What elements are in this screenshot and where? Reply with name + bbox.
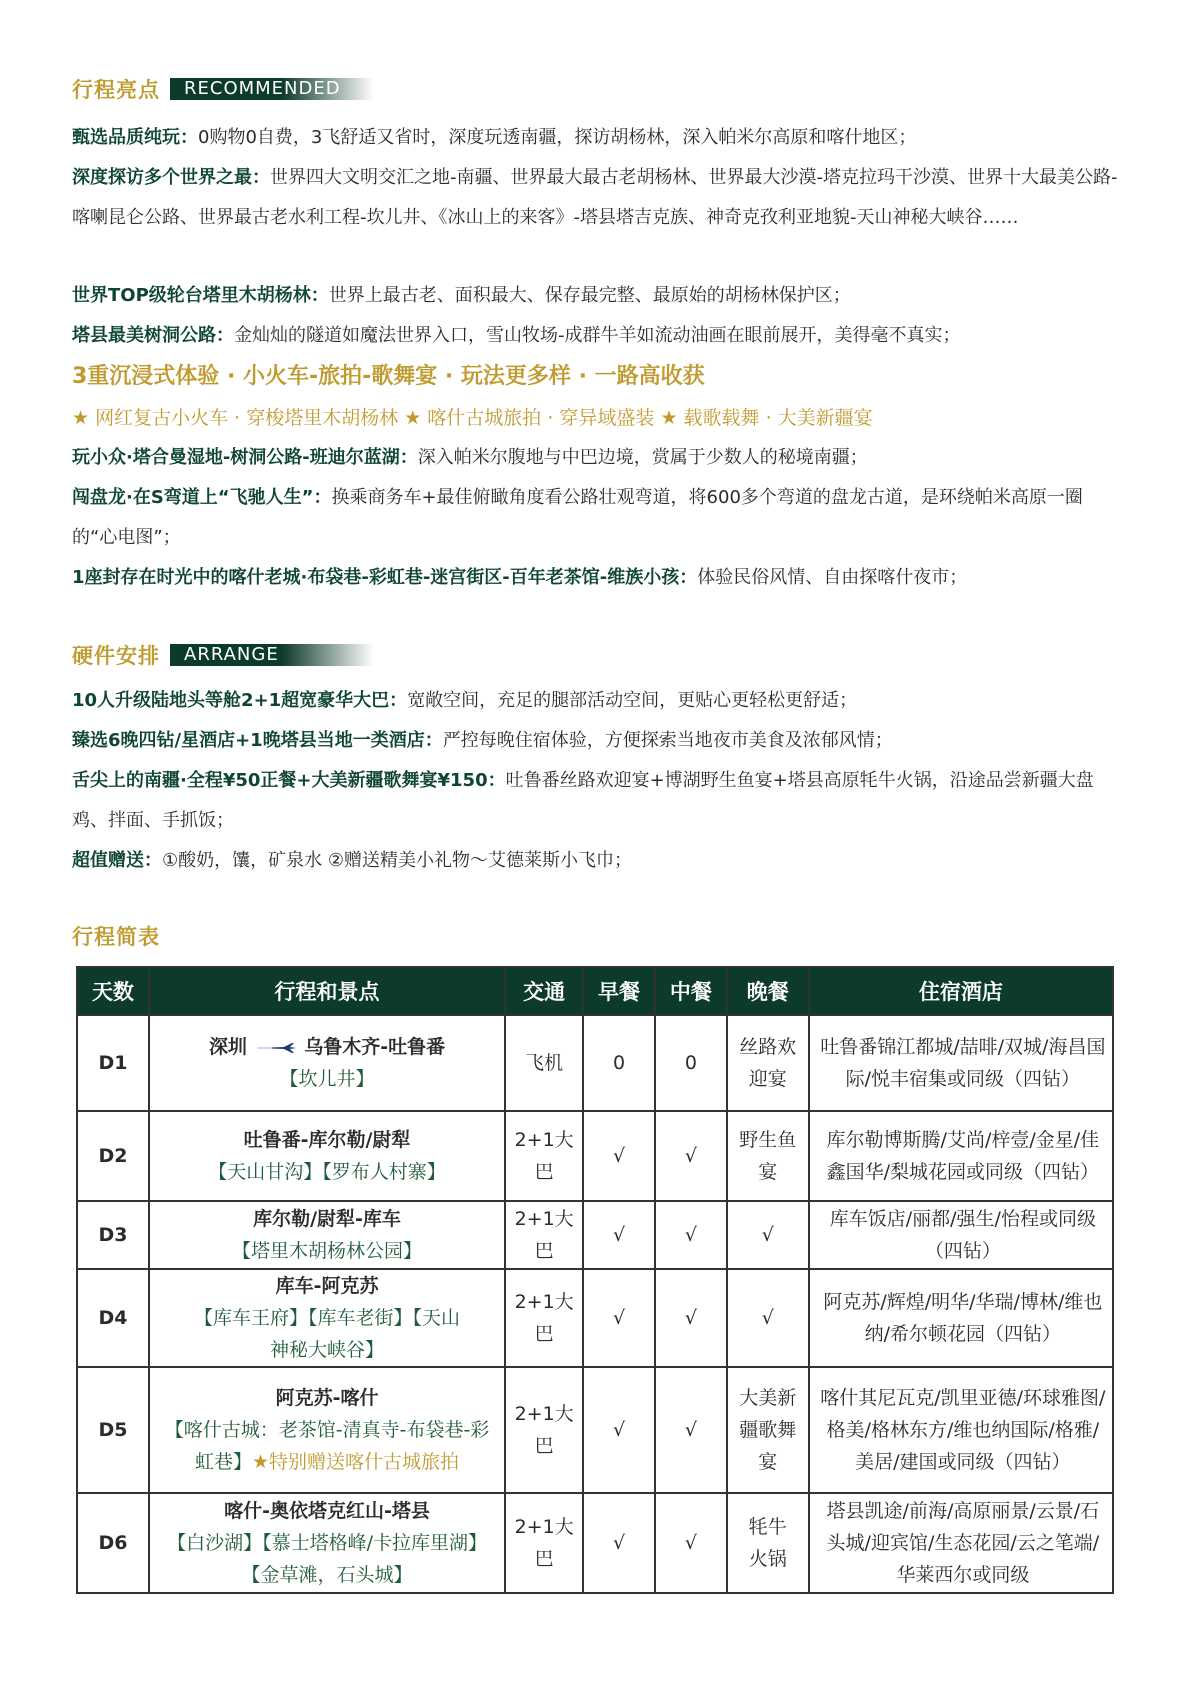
- hardware-title: 硬件安排: [72, 644, 160, 668]
- highlight-text: 深入帕米尔腹地与中巴边境，赏属于少数人的秘境南疆；: [417, 447, 868, 468]
- route-spots: 【天山甘沟】【罗布人村寨】: [208, 1161, 446, 1183]
- table-row: [77, 1201, 1113, 1269]
- highlight-text: 体验民俗风情、自由探喀什夜市；: [697, 567, 968, 588]
- dinner-cell: 牦牛火锅: [727, 1493, 809, 1593]
- route-title: 吐鲁番-库尔勒/尉犁: [243, 1129, 411, 1151]
- highlight-text: 换乘商务车+最佳俯瞰角度看公路壮观弯道，将600多个弯道的盘龙古道，是环绕帕米高原一圈的“心电图”；: [72, 487, 1083, 548]
- breakfast-cell: √: [583, 1269, 655, 1367]
- breakfast-cell: 0: [583, 1015, 655, 1111]
- route-cell: [149, 1269, 505, 1367]
- table-row: [77, 1015, 1113, 1111]
- route-title: 库尔勒/尉犁-库车: [253, 1208, 401, 1230]
- lunch-cell: √: [655, 1269, 727, 1367]
- day-cell: D1: [77, 1015, 149, 1111]
- highlight-item: [72, 158, 1122, 238]
- hardware-text: 宽敞空间，充足的腿部活动空间，更贴心更轻松更舒适；: [407, 690, 858, 711]
- hotel-cell: 库尔勒博斯腾/艾尚/梓壹/金星/佳鑫国华/梨城花园或同级（四钻）: [809, 1111, 1113, 1201]
- table-row: [77, 1493, 1113, 1593]
- route-spots: 【坎儿井】: [279, 1068, 375, 1090]
- experience-stars: ★ 网红复古小火车 · 穿梭塔里木胡杨林 ★ 喀什古城旅拍 · 穿异域盛装 ★ 载歌载舞 · 大美新疆宴: [72, 407, 873, 429]
- lunch-cell: √: [655, 1367, 727, 1493]
- highlight-item: [72, 276, 1122, 316]
- highlights-header: [72, 75, 374, 103]
- table-row: [77, 1269, 1113, 1367]
- highlight-text: 金灿灿的隧道如魔法世界入口，雪山牧场-成群牛羊如流动油画在眼前展开，美得毫不真实；: [234, 325, 961, 346]
- route-cell: [149, 1367, 505, 1493]
- dinner-cell: 野生鱼宴: [727, 1111, 809, 1201]
- route-spots-line: [156, 1414, 498, 1478]
- dinner-cell: √: [727, 1201, 809, 1269]
- breakfast-cell: √: [583, 1201, 655, 1269]
- col-header: 中餐: [655, 967, 727, 1015]
- lunch-cell: √: [655, 1111, 727, 1201]
- transport-cell: 2+1大巴: [505, 1201, 583, 1269]
- day-cell: D4: [77, 1269, 149, 1367]
- route-cell: [149, 1493, 505, 1593]
- gift-note: ★特别赠送喀什古城旅拍: [252, 1451, 460, 1473]
- route-spots: 【喀什古城：老茶馆-清真寺-布袋巷-彩虹巷】: [164, 1419, 490, 1473]
- highlight-key: 深度探访多个世界之最：: [72, 167, 270, 188]
- itinerary-table: [76, 966, 1114, 1594]
- transport-cell: 2+1大巴: [505, 1493, 583, 1593]
- day-cell: D3: [77, 1201, 149, 1269]
- day-cell: D2: [77, 1111, 149, 1201]
- hardware-item: [72, 721, 1122, 761]
- highlights-title: 行程亮点: [72, 78, 160, 102]
- hardware-header: [72, 641, 374, 669]
- route-title: 喀什-奥依塔克红山-塔县: [224, 1500, 430, 1522]
- route-cell: [149, 1111, 505, 1201]
- hotel-cell: 库车饭店/丽都/强生/怡程或同级（四钻）: [809, 1201, 1113, 1269]
- day-cell: D6: [77, 1493, 149, 1593]
- hotel-cell: 塔县凯途/前海/高原丽景/云景/石头城/迎宾馆/生态花园/云之笔端/华莱西尔或同级: [809, 1493, 1113, 1593]
- highlight-item: [72, 558, 1152, 598]
- hardware-key: 10人升级陆地头等舱2+1超宽豪华大巴：: [72, 690, 408, 711]
- table-header-row: [77, 967, 1113, 1015]
- schedule-header: [72, 922, 160, 950]
- route-title: 库车-阿克苏: [275, 1275, 379, 1297]
- day-cell: D5: [77, 1367, 149, 1493]
- hardware-key: 超值赠送：: [72, 850, 162, 871]
- lunch-cell: √: [655, 1201, 727, 1269]
- schedule-title: 行程简表: [72, 925, 160, 949]
- highlights-tag: RECOMMENDED: [170, 78, 374, 100]
- col-header: 早餐: [583, 967, 655, 1015]
- dinner-cell: 大美新疆歌舞宴: [727, 1367, 809, 1493]
- transport-cell: 飞机: [505, 1015, 583, 1111]
- hardware-text: 严控每晚住宿体验，方便探索当地夜市美食及浓郁风情；: [442, 730, 893, 751]
- col-header: 天数: [77, 967, 149, 1015]
- highlight-item: [72, 316, 1122, 356]
- hardware-item: [72, 841, 1122, 881]
- table-row: [77, 1367, 1113, 1493]
- highlight-key: 塔县最美树洞公路：: [72, 325, 234, 346]
- experience-headline: 3重沉浸式体验 · 小火车-旅拍-歌舞宴 · 玩法更多样 · 一路高收获: [72, 364, 705, 389]
- table-row: [77, 1111, 1113, 1201]
- hardware-item: [72, 761, 1122, 841]
- col-header: 晚餐: [727, 967, 809, 1015]
- highlight-key: 1座封存在时光中的喀什老城·布袋巷-彩虹巷-迷宫街区-百年老茶馆-维族小孩：: [72, 567, 698, 588]
- hotel-cell: 喀什其尼瓦克/凯里亚德/环球雅图/格美/格林东方/维也纳国际/格雅/美居/建国或同级（四钻）: [809, 1367, 1113, 1493]
- route-spots: 【库车王府】【库车老街】【天山神秘大峡谷】: [194, 1307, 461, 1361]
- route-spots: 【白沙湖】【慕士塔格峰/卡拉库里湖】【金草滩，石头城】: [167, 1532, 487, 1586]
- route-cell: [149, 1201, 505, 1269]
- hardware-tag: ARRANGE: [170, 644, 374, 666]
- breakfast-cell: √: [583, 1493, 655, 1593]
- route-title: [151, 1031, 503, 1063]
- transport-cell: 2+1大巴: [505, 1367, 583, 1493]
- airplane-icon: [254, 1041, 298, 1055]
- hardware-text: ①酸奶，馕，矿泉水 ②赠送精美小礼物～艾德莱斯小飞巾；: [162, 850, 632, 871]
- col-header: 行程和景点: [149, 967, 505, 1015]
- hardware-text: 吐鲁番丝路欢迎宴+博湖野生鱼宴+塔县高原牦牛火锅，沿途品尝新疆大盘鸡、拌面、手抓饭；: [72, 770, 1094, 831]
- highlight-text: 世界四大文明交汇之地-南疆、世界最大最古老胡杨林、世界最大沙漠-塔克拉玛干沙漠、世界十大最美公路-喀喇昆仑公路、世界最古老水利工程-坎儿井、《冰山上的来客》-塔县塔吉克族、神奇克孜利亚地貌-天山神秘大峡谷……: [72, 167, 1118, 228]
- hardware-key: 臻选6晚四钻/星酒店+1晚塔县当地一类酒店：: [72, 730, 443, 751]
- highlight-item: [72, 118, 1122, 158]
- lunch-cell: √: [655, 1493, 727, 1593]
- highlight-key: 世界TOP级轮台塔里木胡杨林：: [72, 285, 329, 306]
- route-cell: [149, 1015, 505, 1111]
- highlight-key: 玩小众·塔合曼湿地-树洞公路-班迪尔蓝湖：: [72, 447, 418, 468]
- highlight-item: [72, 478, 1122, 558]
- highlight-text: 世界上最古老、面积最大、保存最完整、最原始的胡杨林保护区；: [328, 285, 851, 306]
- transport-cell: 2+1大巴: [505, 1111, 583, 1201]
- col-header: 住宿酒店: [809, 967, 1113, 1015]
- breakfast-cell: √: [583, 1111, 655, 1201]
- highlight-key: 闯盘龙·在S弯道上“飞驰人生”：: [72, 487, 332, 508]
- col-header: 交通: [505, 967, 583, 1015]
- transport-cell: 2+1大巴: [505, 1269, 583, 1367]
- route-origin: 深圳: [208, 1036, 247, 1058]
- lunch-cell: 0: [655, 1015, 727, 1111]
- highlight-item: [72, 438, 1122, 478]
- highlight-text: 0购物0自费，3飞舒适又省时，深度玩透南疆，探访胡杨林，深入帕米尔高原和喀什地区；: [198, 127, 917, 148]
- hardware-key: 舌尖上的南疆·全程¥50正餐+大美新疆歌舞宴¥150：: [72, 770, 506, 791]
- highlight-key: 甄选品质纯玩：: [72, 127, 198, 148]
- dinner-cell: √: [727, 1269, 809, 1367]
- route-title: 阿克苏-喀什: [275, 1387, 379, 1409]
- route-destination: 乌鲁木齐-吐鲁番: [304, 1036, 446, 1058]
- hotel-cell: 阿克苏/辉煌/明华/华瑞/博林/维也纳/希尔顿花园（四钻）: [809, 1269, 1113, 1367]
- dinner-cell: 丝路欢迎宴: [727, 1015, 809, 1111]
- hotel-cell: 吐鲁番锦江都城/喆啡/双城/海昌国际/悦丰宿集或同级（四钻）: [809, 1015, 1113, 1111]
- hardware-item: [72, 681, 1122, 721]
- breakfast-cell: √: [583, 1367, 655, 1493]
- route-spots: 【塔里木胡杨林公园】: [232, 1240, 423, 1262]
